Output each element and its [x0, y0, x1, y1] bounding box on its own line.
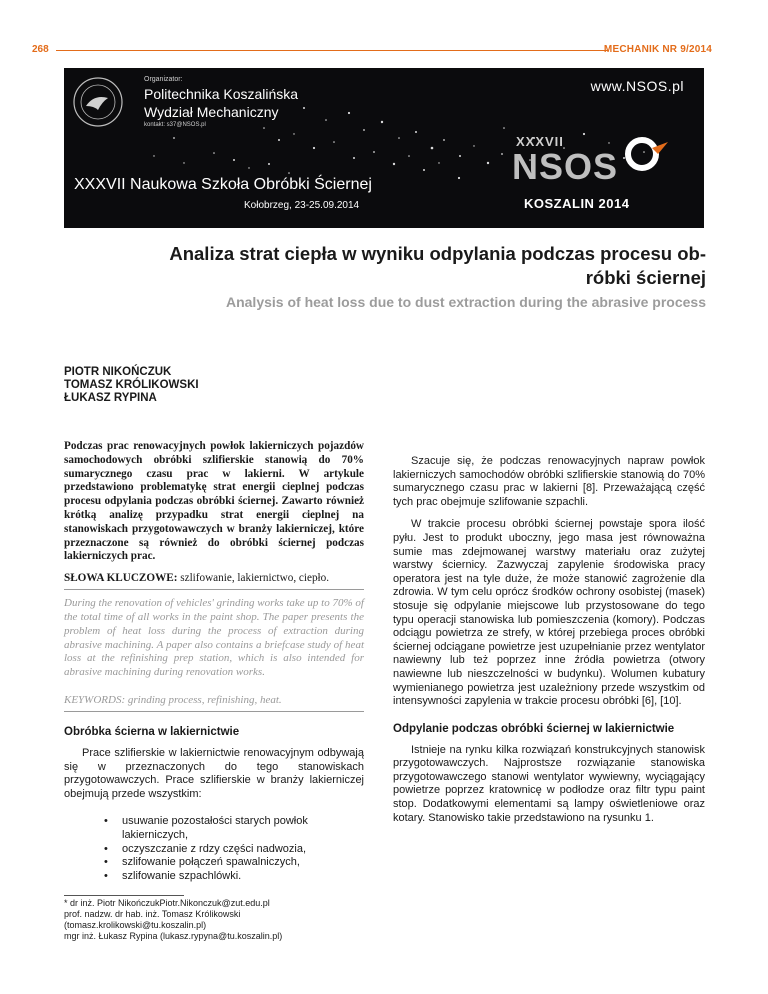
abstract-polish: Podczas prac renowacyjnych powłok lakierniczych pojazdów samochodowych obróbki szlifierskie stanowią do 70% sumarycznego czasu prac w lakierni. W artykule przedstawiono problematykę strat energii cieplnej podczas procesu odpylania podczas obróbki ściernej. Zawarto również krótką analizę przypadku strat energii cieplnej na stanowiskach przygotowawczych w branży lakierniczej, które przeznaczone są również do obróbki ściernej podczas lakierniczych prac.: [64, 440, 364, 563]
divider: [64, 589, 364, 590]
author: PIOTR NIKOŃCZUK: [64, 366, 172, 378]
article-title-line1: Analiza strat ciepła w wyniku odpylania podczas procesu ob-: [169, 243, 706, 264]
section-heading: Obróbka ścierna w lakiernictwie: [64, 725, 240, 738]
footnote-line: prof. nadzw. dr hab. inż. Tomasz Królikowski: [64, 909, 241, 920]
footnote-line: * dr inż. Piotr NikończukPiotr.Nikonczuk@zut.edu.pl: [64, 898, 270, 909]
organizer-name: Politechnika Koszalińska: [144, 86, 299, 102]
page-number: 268: [32, 44, 49, 55]
author: TOMASZ KRÓLIKOWSKI: [64, 379, 199, 391]
university-seal-icon: [72, 76, 124, 128]
keywords-english: KEYWORDS: grinding process, refinishing, heat.: [64, 693, 282, 706]
article-title-line2: róbki ściernej: [585, 267, 706, 288]
right-column: [393, 455, 705, 825]
list-item: • oczyszczanie z rdzy części nadwozia,: [104, 843, 364, 857]
list-item: • szlifowanie połączeń spawalniczych,: [104, 856, 364, 870]
organizer-department: Wydział Mechaniczny: [144, 104, 279, 120]
nsos-logo: [512, 130, 692, 220]
footnote-rule: [64, 895, 184, 896]
keywords-label: SŁOWA KLUCZOWE:: [64, 572, 178, 585]
header-rule: [56, 50, 608, 51]
abstract-english: During the renovation of vehicles' grinding works take up to 70% of the total time of all works in the paint shop. The paper presents the problem of heat loss during the process of extraction during abrasive machining. A paper also contains a briefcase study of heat loss at the refinishing prep station, which is also intended for abrasive machining during renovation works.: [64, 597, 364, 679]
author-list: [64, 366, 199, 405]
keywords-polish: [64, 571, 364, 585]
divider: [64, 711, 364, 712]
article-subtitle: Analysis of heat loss due to dust extraction during the abrasive process: [225, 294, 706, 310]
body-paragraph: Istnieje na rynku kilka rozwiązań konstrukcyjnych stanowisk przygotowawczych. Najprostsze rozwiązanie stanowiska przygotowawczego stanowi wentylator wywiewny, wyciągający powietrze poprzez kratownicę w podłodze oraz filtr typu paint stop. Dodatkowymi elementami są lampy oświetleniowe oraz kotary. Stanowisko takie przedstawiono na rysunku 1.: [393, 743, 705, 824]
footnote-line: mgr inż. Łukasz Rypina (lukasz.rypyna@tu.koszalin.pl): [64, 931, 283, 942]
bullet-list: [64, 815, 364, 883]
conference-place-date: Kołobrzeg, 23-25.09.2014: [244, 200, 360, 211]
conference-title: XXXVII Naukowa Szkoła Obróbki Ściernej: [74, 176, 372, 193]
logo-text: NSOS: [512, 146, 619, 187]
body-paragraph: Prace szlifierskie w lakiernictwie renowacyjnym odbywają się w przeznaczonych do tego stanowiskach przygotowawczych. Prace szlifierskie w branży lakierniczej obejmują przede wszystkim:: [64, 746, 364, 800]
conference-url: www.NSOS.pl: [590, 78, 684, 94]
list-item: • szlifowanie szpachlówki.: [104, 870, 364, 884]
conference-banner: [64, 68, 704, 228]
organizer-contact: kontakt: s37@NSOS.pl: [144, 122, 206, 128]
footnote: [64, 898, 364, 942]
section-heading: Odpylanie podczas obróbki ściernej w lakiernictwie: [393, 722, 675, 735]
article-title: [80, 242, 706, 290]
body-paragraph: W trakcie procesu obróbki ściernej powstaje spora ilość pyłu. Jest to produkt uboczny, jego masa jest równoważna sumie mas zdejmowanej warstwy materiału oraz zużytej warstwy ściernicy. Zazwyczaj zapylenie środowiska pracy operatora jest na tyle duże, że może stanowić zagrożenie dla zdrowia. W tym celu oprócz środków ochrony osobistej (masek) stosuje się odpylanie miejscowe lub przystosowane do tego typu operacji stanowiska lub pomieszczenia (komory). Podczas odciągu powietrza ze strefy, w której przebiega proces obróbki ściernej odciągane powietrze jest uzupełnianie przez wentylator nawiewny lub też poprzez inne źródła powietrza (otwory nawiewne lub nieszczelności w budynku). Wolumen kubatury wymienianego powietrza jest uzależniony przede wszystkim od intensywności zapylenia w trakcie procesu obróbki [6], [10].: [393, 518, 705, 708]
body-paragraph: Szacuje się, że podczas renowacyjnych napraw powłok lakierniczych samochodów obróbki szlifierskie stanowią do 70% sumarycznego czasu prac w lakierni [8]. Przeważającą część tych prac obejmuje szlifowanie szpachli.: [393, 455, 705, 508]
page-header: [0, 44, 768, 58]
footnote-line: (tomasz.krolikowski@tu.koszalin.pl): [64, 920, 207, 931]
logo-swoosh-icon: [582, 132, 672, 182]
left-column: [64, 440, 364, 942]
keywords-text: szlifowanie, lakiernictwo, ciepło.: [177, 572, 330, 585]
author: ŁUKASZ RYPINA: [64, 392, 157, 404]
journal-name: MECHANIK NR 9/2014: [603, 44, 712, 55]
logo-city: KOSZALIN 2014: [524, 196, 630, 211]
list-item: • usuwanie pozostałości starych powłok lakierniczych,: [104, 815, 364, 842]
logo-edition: XXXVII: [516, 134, 564, 149]
organizer-label: Organizator:: [144, 76, 183, 83]
